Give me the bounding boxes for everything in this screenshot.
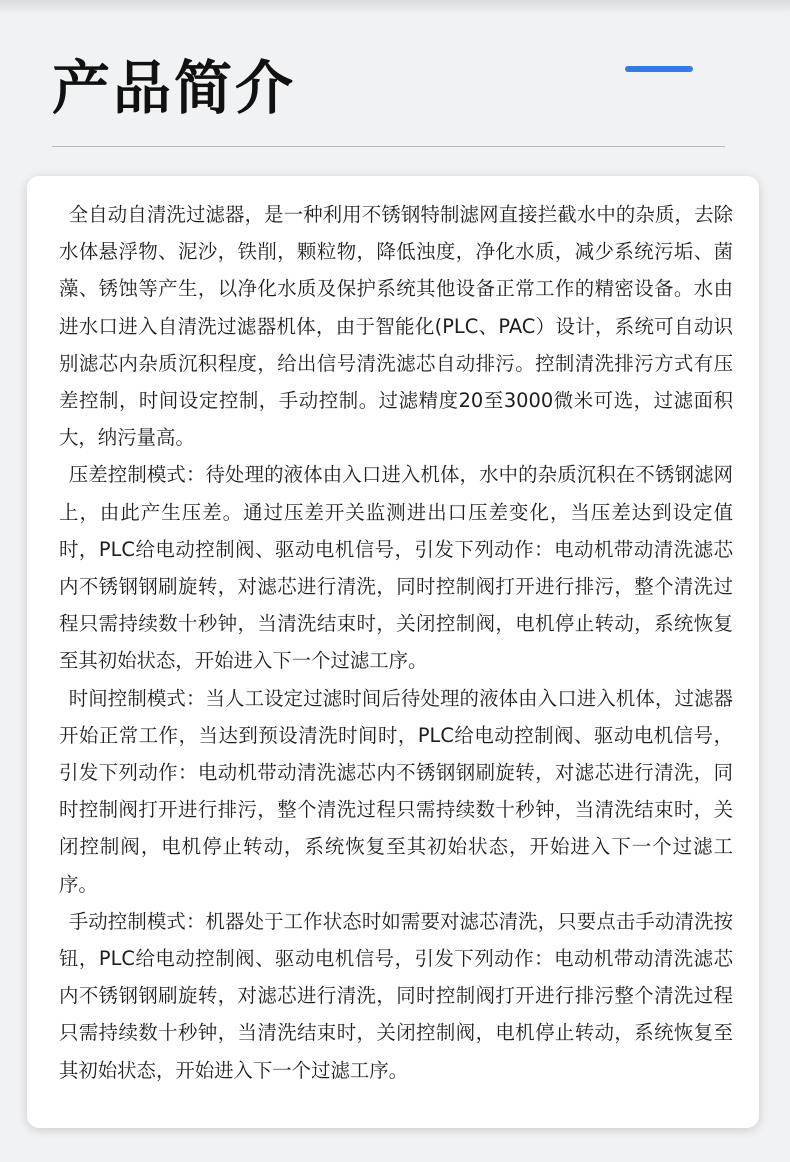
time-mode-paragraph: 时间控制模式：当人工设定过滤时间后待处理的液体由入口进入机体，过滤器开始正常工作，当达到预设清洗时间时，PLC给电动控制阀、驱动电机信号，引发下列动作：电动机带动清洗滤芯内不锈钢钢刷旋转，对滤芯进行清洗，同时控制阀打开进行排污，整个清洗过程只需持续数十秒钟，当清洗结束时，关闭控制阀，电机停止转动，系统恢复至其初始状态，开始进入下一个过滤工序。 [59,686,733,896]
page-title: 产品简介 [52,54,297,122]
description-card [27,176,759,1128]
pressure-mode-paragraph: 压差控制模式：待处理的液体由入口进入机体，水中的杂质沉积在不锈钢滤网上，由此产生压差。通过压差开关监测进出口压差变化，当压差达到设定值时，PLC给电动控制阀、驱动电机信号，引发下列动作：电动机带动清洗滤芯内不锈钢钢刷旋转，对滤芯进行清洗，同时控制阀打开进行排污，整个清洗过程只需持续数十秒钟，当清洗结束时，关闭控制阀，电机停止转动，系统恢复至其初始状态，开始进入下一个过滤工序。 [59,463,733,673]
accent-bar [625,66,693,72]
intro-paragraph: 全自动自清洗过滤器，是一种利用不锈钢特制滤网直接拦截水中的杂质，去除水体悬浮物、泥沙，铁削，颗粒物，降低浊度，净化水质，减少系统污垢、菌藻、锈蚀等产生，以净化水质及保护系统其他设备正常工作的精密设备。水由进水口进入自清洗过滤器机体，由于智能化(PLC、PAC）设计，系统可自动识别滤芯内杂质沉积程度，给出信号清洗滤芯自动排污。控制清洗排污方式有压差控制，时间设定控制，手动控制。过滤精度20至3000微米可选，过滤面积大，纳污量高。 [59,203,733,450]
top-shadow [0,0,790,14]
title-divider [52,146,725,147]
manual-mode-paragraph: 手动控制模式：机器处于工作状态时如需要对滤芯清洗，只要点击手动清洗按钮，PLC给电动控制阀、驱动电机信号，引发下列动作：电动机带动清洗滤芯内不锈钢钢刷旋转，对滤芯进行清洗，同时控制阀打开进行排污整个清洗过程只需持续数十秒钟，当清洗结束时，关闭控制阀，电机停止转动，系统恢复至其初始状态，开始进入下一个过滤工序。 [59,909,733,1082]
